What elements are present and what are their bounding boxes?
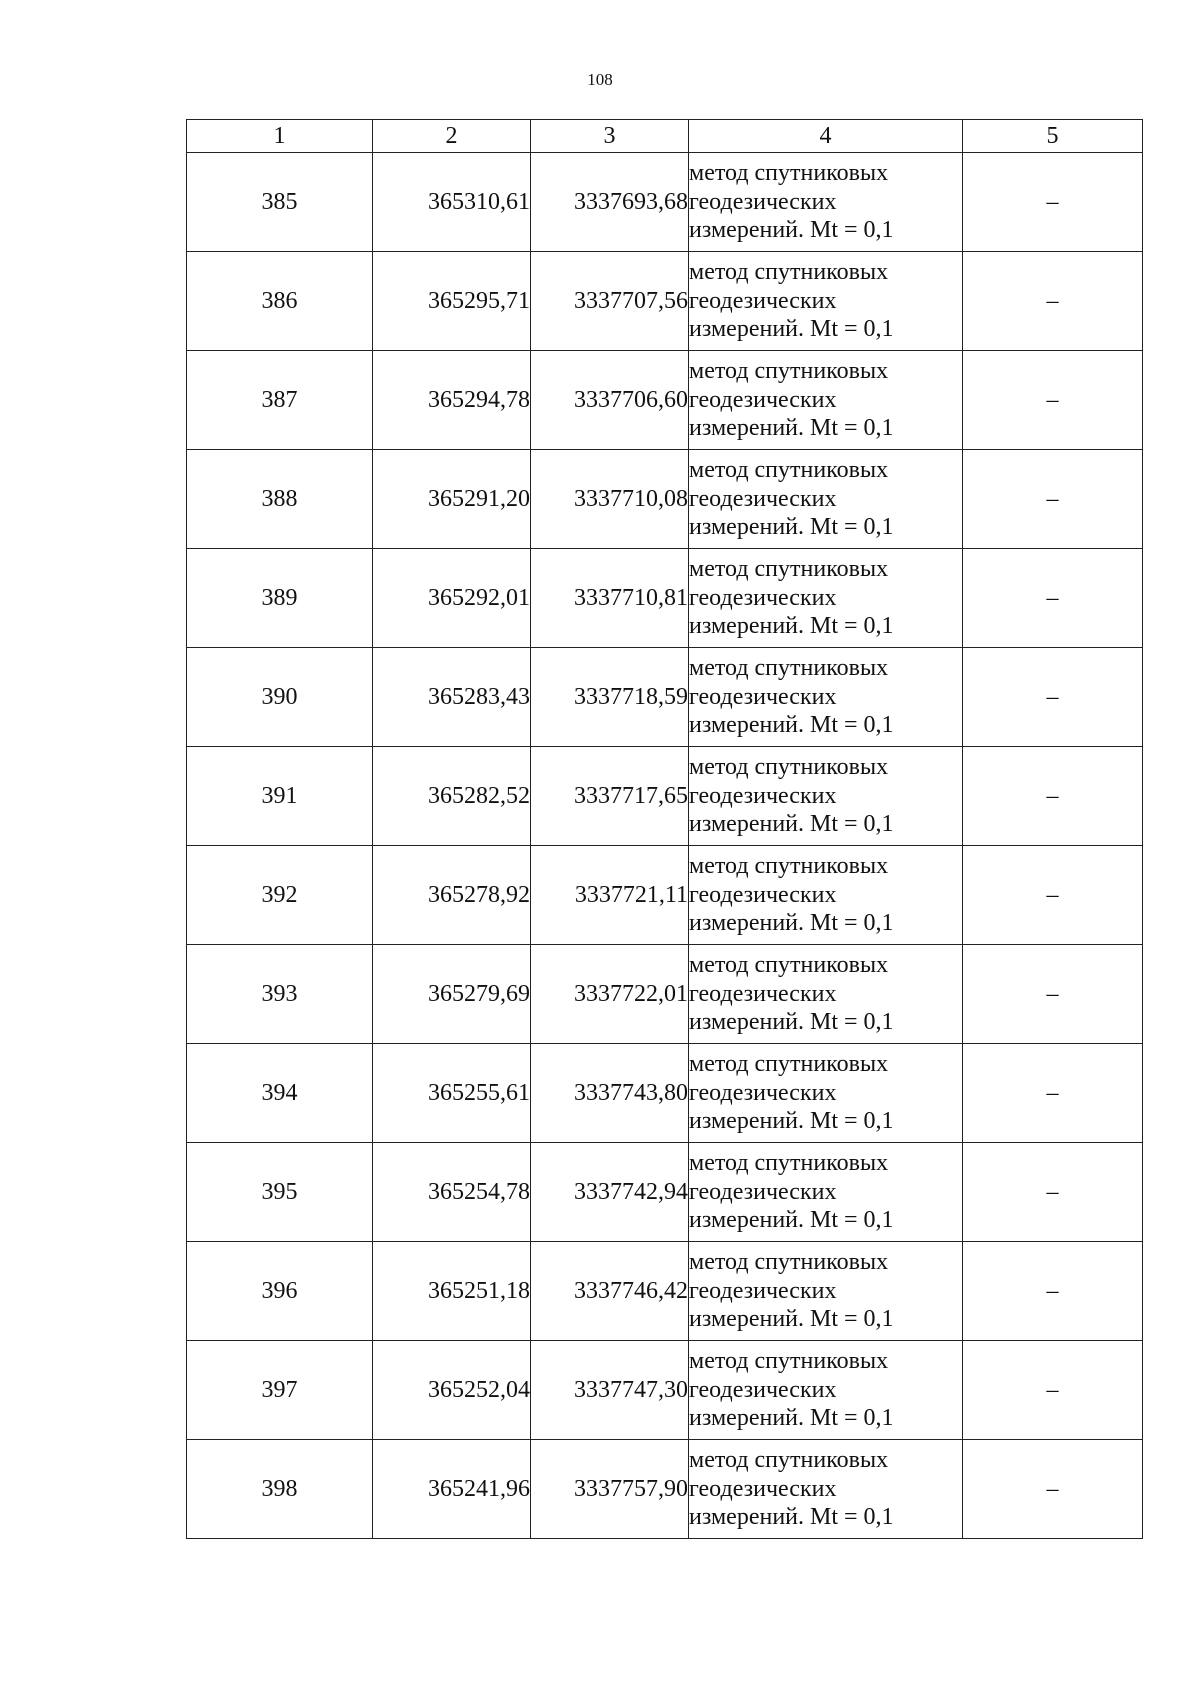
method-text-line: геодезических [689,485,837,512]
point-number-cell: 395 [187,1143,373,1242]
column-header-4: 4 [689,120,963,153]
method-text-line: геодезических [689,1277,837,1304]
method-cell [689,549,963,648]
table-row [187,1341,1143,1440]
x-coordinate-cell: 365254,78 [373,1143,531,1242]
x-coordinate-cell: 365283,43 [373,648,531,747]
description-cell: – [963,846,1143,945]
table-header-row [187,120,1143,153]
method-text-line: метод спутниковых [689,852,889,879]
description-cell: – [963,450,1143,549]
description-cell: – [963,945,1143,1044]
method-text-line: измерений. Mt = 0,1 [689,811,894,838]
method-text-line: измерений. Mt = 0,1 [689,1405,894,1432]
description-cell: – [963,1440,1143,1539]
method-cell [689,747,963,846]
column-header-5: 5 [963,120,1143,153]
table-row [187,1143,1143,1242]
method-text-line: геодезических [689,683,837,710]
point-number-cell: 393 [187,945,373,1044]
method-text-line: измерений. Mt = 0,1 [689,514,894,541]
y-coordinate-cell: 3337743,80 [531,1044,689,1143]
table-row [187,549,1143,648]
method-text-line: метод спутниковых [689,1050,889,1077]
y-coordinate-cell: 3337721,11 [531,846,689,945]
method-text-line: метод спутниковых [689,1446,889,1473]
table-row [187,1044,1143,1143]
method-text-line: измерений. Mt = 0,1 [689,1306,894,1333]
y-coordinate-cell: 3337717,65 [531,747,689,846]
x-coordinate-cell: 365292,01 [373,549,531,648]
column-header-1: 1 [187,120,373,153]
method-cell [689,1242,963,1341]
method-text-line: метод спутниковых [689,159,889,186]
x-coordinate-cell: 365295,71 [373,252,531,351]
table-row [187,846,1143,945]
table-row [187,351,1143,450]
method-cell [689,1044,963,1143]
method-text-line: измерений. Mt = 0,1 [689,613,894,640]
method-text-line: геодезических [689,881,837,908]
y-coordinate-cell: 3337707,56 [531,252,689,351]
description-cell: – [963,252,1143,351]
y-coordinate-cell: 3337710,81 [531,549,689,648]
point-number-cell: 389 [187,549,373,648]
page-number: 108 [587,70,613,89]
x-coordinate-cell: 365294,78 [373,351,531,450]
x-coordinate-cell: 365282,52 [373,747,531,846]
x-coordinate-cell: 365291,20 [373,450,531,549]
method-text-line: измерений. Mt = 0,1 [689,712,894,739]
point-number-cell: 396 [187,1242,373,1341]
point-number-cell: 388 [187,450,373,549]
point-number-cell: 386 [187,252,373,351]
method-text-line: геодезических [689,188,837,215]
method-cell [689,351,963,450]
table-row [187,648,1143,747]
description-cell: – [963,1341,1143,1440]
method-text-line: метод спутниковых [689,357,889,384]
table-row [187,153,1143,252]
y-coordinate-cell: 3337710,08 [531,450,689,549]
table-body [187,153,1143,1539]
point-number-cell: 390 [187,648,373,747]
method-text-line: геодезических [689,980,837,1007]
y-coordinate-cell: 3337757,90 [531,1440,689,1539]
method-text-line: метод спутниковых [689,555,889,582]
description-cell: – [963,153,1143,252]
description-cell: – [963,1044,1143,1143]
point-number-cell: 397 [187,1341,373,1440]
method-text-line: измерений. Mt = 0,1 [689,217,894,244]
x-coordinate-cell: 365255,61 [373,1044,531,1143]
description-cell: – [963,648,1143,747]
method-cell [689,1341,963,1440]
method-text-line: метод спутниковых [689,1248,889,1275]
y-coordinate-cell: 3337718,59 [531,648,689,747]
point-number-cell: 391 [187,747,373,846]
y-coordinate-cell: 3337693,68 [531,153,689,252]
method-cell [689,153,963,252]
column-header-3: 3 [531,120,689,153]
method-text-line: измерений. Mt = 0,1 [689,316,894,343]
method-cell [689,1143,963,1242]
method-text-line: геодезических [689,584,837,611]
method-text-line: измерений. Mt = 0,1 [689,910,894,937]
description-cell: – [963,747,1143,846]
x-coordinate-cell: 365251,18 [373,1242,531,1341]
table-row [187,945,1143,1044]
method-cell [689,252,963,351]
point-number-cell: 394 [187,1044,373,1143]
method-text-line: геодезических [689,287,837,314]
method-cell [689,945,963,1044]
description-cell: – [963,1143,1143,1242]
point-number-cell: 392 [187,846,373,945]
method-cell [689,450,963,549]
method-text-line: метод спутниковых [689,1347,889,1374]
coordinates-table [186,119,1143,1539]
x-coordinate-cell: 365278,92 [373,846,531,945]
method-text-line: измерений. Mt = 0,1 [689,1207,894,1234]
table-row [187,1440,1143,1539]
description-cell: – [963,1242,1143,1341]
method-cell [689,1440,963,1539]
description-cell: – [963,351,1143,450]
y-coordinate-cell: 3337706,60 [531,351,689,450]
method-cell [689,846,963,945]
method-text-line: измерений. Mt = 0,1 [689,1009,894,1036]
method-text-line: метод спутниковых [689,654,889,681]
y-coordinate-cell: 3337746,42 [531,1242,689,1341]
y-coordinate-cell: 3337722,01 [531,945,689,1044]
x-coordinate-cell: 365279,69 [373,945,531,1044]
y-coordinate-cell: 3337747,30 [531,1341,689,1440]
method-text-line: геодезических [689,1178,837,1205]
method-text-line: геодезических [689,386,837,413]
method-cell [689,648,963,747]
x-coordinate-cell: 365310,61 [373,153,531,252]
table-row [187,747,1143,846]
table-row [187,450,1143,549]
method-text-line: метод спутниковых [689,753,889,780]
x-coordinate-cell: 365241,96 [373,1440,531,1539]
point-number-cell: 398 [187,1440,373,1539]
method-text-line: геодезических [689,782,837,809]
method-text-line: измерений. Mt = 0,1 [689,415,894,442]
method-text-line: метод спутниковых [689,951,889,978]
point-number-cell: 387 [187,351,373,450]
column-header-2: 2 [373,120,531,153]
description-cell: – [963,549,1143,648]
method-text-line: геодезических [689,1079,837,1106]
method-text-line: геодезических [689,1376,837,1403]
method-text-line: измерений. Mt = 0,1 [689,1504,894,1531]
method-text-line: метод спутниковых [689,1149,889,1176]
method-text-line: метод спутниковых [689,456,889,483]
method-text-line: метод спутниковых [689,258,889,285]
point-number-cell: 385 [187,153,373,252]
x-coordinate-cell: 365252,04 [373,1341,531,1440]
method-text-line: измерений. Mt = 0,1 [689,1108,894,1135]
method-text-line: геодезических [689,1475,837,1502]
table-row [187,252,1143,351]
table-row [187,1242,1143,1341]
y-coordinate-cell: 3337742,94 [531,1143,689,1242]
